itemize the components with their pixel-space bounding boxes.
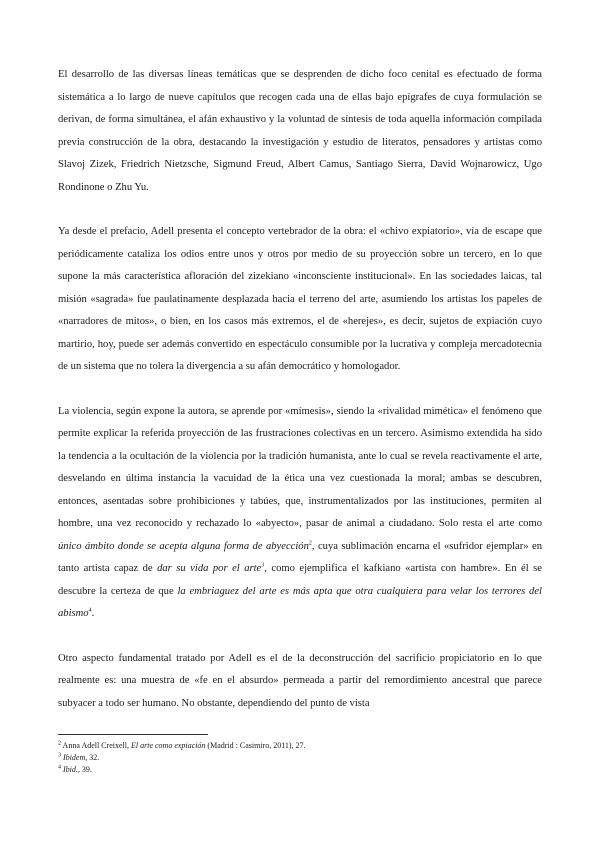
- footnote-separator: [58, 734, 208, 735]
- text-run: (Madrid : Casimiro, 2011), 27.: [205, 741, 306, 750]
- italic-text: la embriaguez del arte es más apta que otra cualquiera para velar los terrores del abismo: [58, 585, 542, 619]
- footnote: [58, 764, 542, 776]
- text-run: Ya desde el prefacio, Adell presenta el concepto vertebrador de la obra: el «chivo expiatorio», vía de escape que periódicamente cataliza los odios entre unos y otros por medio de su proyección sobre un tercero, en lo que supone la más característica afloración del zizekiano «inconsciente institucional». En las sociedades laicas, tal misión «sagrada» fue paulatinamente desplazada hacia el terreno del arte, asumiendo los artistas los papeles de «narradores de mitos», o bien, en los casos más extremos, el de «herejes», es decir, sujetos de expiación cuyo martirio, hoy, puede ser además convertido en espectáculo consumible por la lucrativa y compleja mercadotecnia de un sistema que no tolera la divergencia a su afán democrático y homologador.: [58, 226, 542, 372]
- text-run: El desarrollo de las diversas líneas temáticas que se desprenden de dicho foco cenital es efectuado de forma sistemática a lo largo de nueve capítulos que recogen cada una de ellas bajo epígrafes de cuya formulación se derivan, de forma simultánea, el afán exhaustivo y la voluntad de síntesis de toda aquella información compilada previa construcción de la obra, destacando la investigación y estudio de literatos, pensadores y artistas como Slavoj Zizek, Friedrich Nietzsche, Sigmund Freud, Albert Camus, Santiago Sierra, David Wojnarowicz, Ugo Rondinone o Zhu Yu.: [58, 69, 542, 193]
- footnote-ref: 3: [58, 752, 61, 759]
- footnote-ref: 4: [58, 764, 61, 771]
- text-run: Otro aspecto fundamental tratado por Adell es el de la deconstrucción del sacrificio propiciatorio en lo que realmente es: una muestra de «fe en el absurdo» permeada a partir del remordimiento ancestral que parece subyacer a todo ser humano. No obstante, dependiendo del punto de vista: [58, 652, 542, 709]
- text-run: , 32.: [85, 753, 100, 762]
- footnote: [58, 752, 542, 764]
- footnote-ref: 2: [58, 740, 61, 747]
- text-run: , cuya sublimación encarna el «sufridor ejemplar» en tanto artista capaz de: [58, 540, 542, 574]
- italic-text: El arte como expiación: [131, 741, 206, 750]
- italic-text: Ibid.: [63, 765, 78, 774]
- text-run: , 39.: [77, 765, 92, 774]
- text-run: Anna Adell Creixell,: [61, 741, 131, 750]
- text-run: .: [91, 608, 95, 619]
- footnote-ref: 2: [308, 539, 312, 546]
- footnotes: [58, 740, 542, 776]
- body-text: [58, 64, 542, 737]
- italic-text: único ámbito donde se acepta alguna forma de abyección: [58, 540, 309, 552]
- footnote: [58, 740, 542, 752]
- paragraph: [58, 64, 542, 199]
- paragraph: [58, 401, 542, 626]
- footnote-ref: 4: [88, 607, 92, 614]
- footnote-ref: 3: [261, 562, 265, 569]
- paragraph: [58, 648, 542, 716]
- italic-text: dar su vida por el arte: [157, 563, 262, 574]
- text-run: La violencia, según expone la autora, se aprende por «mímesis», siendo la «rivalidad mimética» el fenómeno que permite explicar la referida proyección de las frustraciones colectivas en un tercero. Asimismo extendida ha sido la tendencia a la ocultación de la violencia por la tradición humanista, ante lo cual se revela reactivamente el arte, desvelando en última instancia la vacuidad de la ética una vez cuestionada la moral; ambas se descubren, entonces, asentadas sobre prohibiciones y tabúes, que, instrumentalizados por las instituciones, permiten al hombre, una vez reconocido y rechazado lo «abyecto», pasar de animal a ciudadano. Solo resta el arte como: [58, 405, 542, 529]
- text-run: , como ejemplifica el kafkiano «artista con hambre». En él se descubre la certeza de que: [58, 563, 542, 597]
- paragraph: [58, 221, 542, 379]
- italic-text: Ibidem: [63, 753, 86, 762]
